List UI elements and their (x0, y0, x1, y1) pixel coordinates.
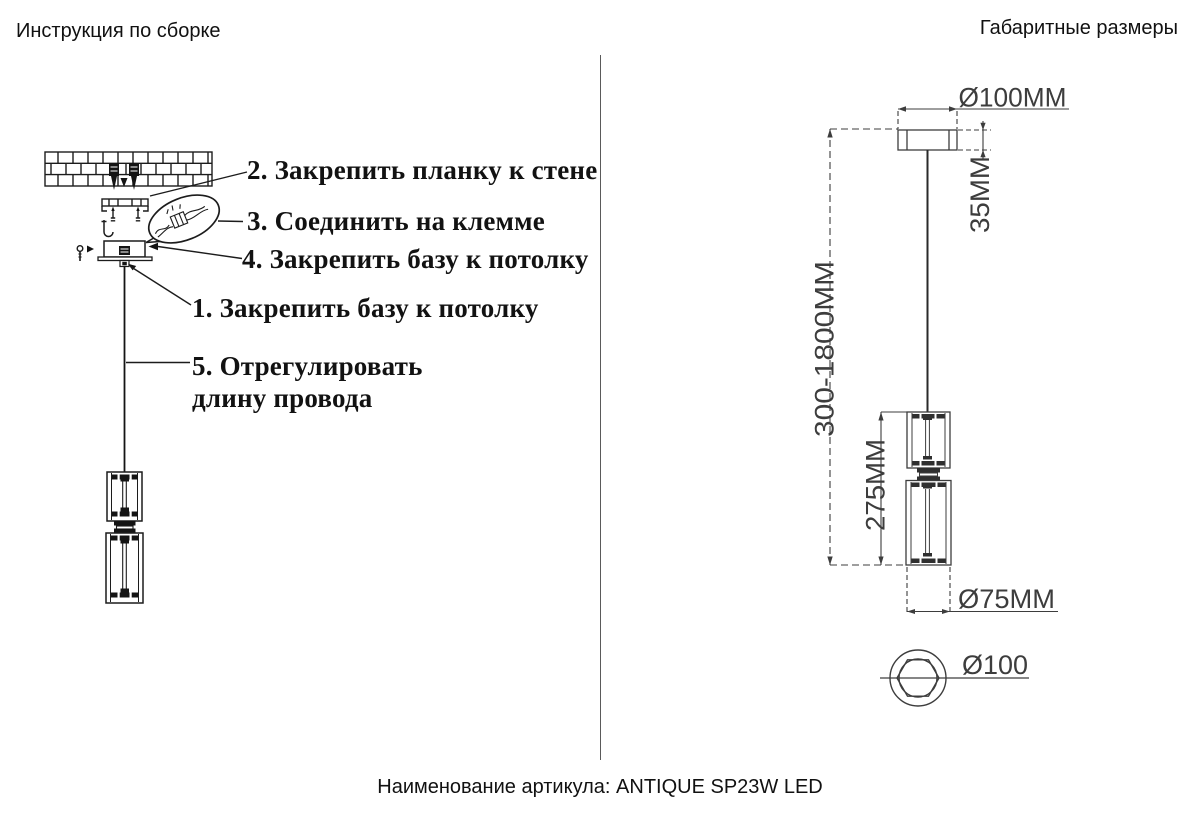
ceiling-cap-diameter-label: Ø100 (962, 650, 1028, 680)
lamp-joint (114, 521, 136, 533)
step-4-label: 4. Закрепить базу к потолку (242, 244, 589, 274)
lamp-height-label: 275MM (860, 440, 891, 531)
wall-anchor-icons (109, 163, 139, 190)
right-panel-title: Габаритные размеры (979, 17, 1178, 39)
pendant-lamp-drawing (106, 472, 143, 603)
step-2-label: 2. Закрепить планку к стене (247, 155, 598, 185)
dimensions-drawing (810, 83, 1070, 707)
ceiling-base-drawing (98, 241, 152, 267)
canopy-height-label: 35MM (965, 157, 995, 233)
left-panel-title: Инструкция по сборке (16, 20, 221, 42)
canopy-drawing (898, 130, 957, 150)
lamp-joint-dimension (917, 468, 940, 481)
brick-wall (45, 152, 212, 186)
lamp-dimension-drawing (906, 412, 951, 565)
mounting-bracket-drawing (102, 199, 148, 221)
suspension-length-label: 300-1800MM (809, 277, 840, 437)
step-3-label: 3. Соединить на клемме (247, 206, 545, 236)
dim-suspension-length (810, 129, 908, 565)
dim-canopy-diameter (830, 83, 1069, 130)
step-5-label-line2: длину провода (192, 383, 373, 413)
terminal-detail-oval (142, 186, 226, 253)
dim-lamp-height (861, 412, 908, 565)
dim-canopy-height (958, 121, 995, 233)
dim-lamp-diameter (907, 567, 1058, 614)
lamp-diameter-label: Ø75MM (958, 584, 1055, 614)
step-5-label-line1: 5. Отрегулировать (192, 351, 423, 381)
step-1-label: 1. Закрепить базу к потолку (192, 293, 539, 323)
right-arrow-icon (87, 246, 94, 253)
screw-side-icon (77, 246, 94, 262)
article-caption: Наименование артикула: ANTIQUE SP23W LED (377, 776, 823, 798)
screw-turn-icon (102, 220, 114, 237)
bottom-view (880, 650, 1029, 706)
canopy-diameter-label: Ø100MM (958, 82, 1067, 113)
